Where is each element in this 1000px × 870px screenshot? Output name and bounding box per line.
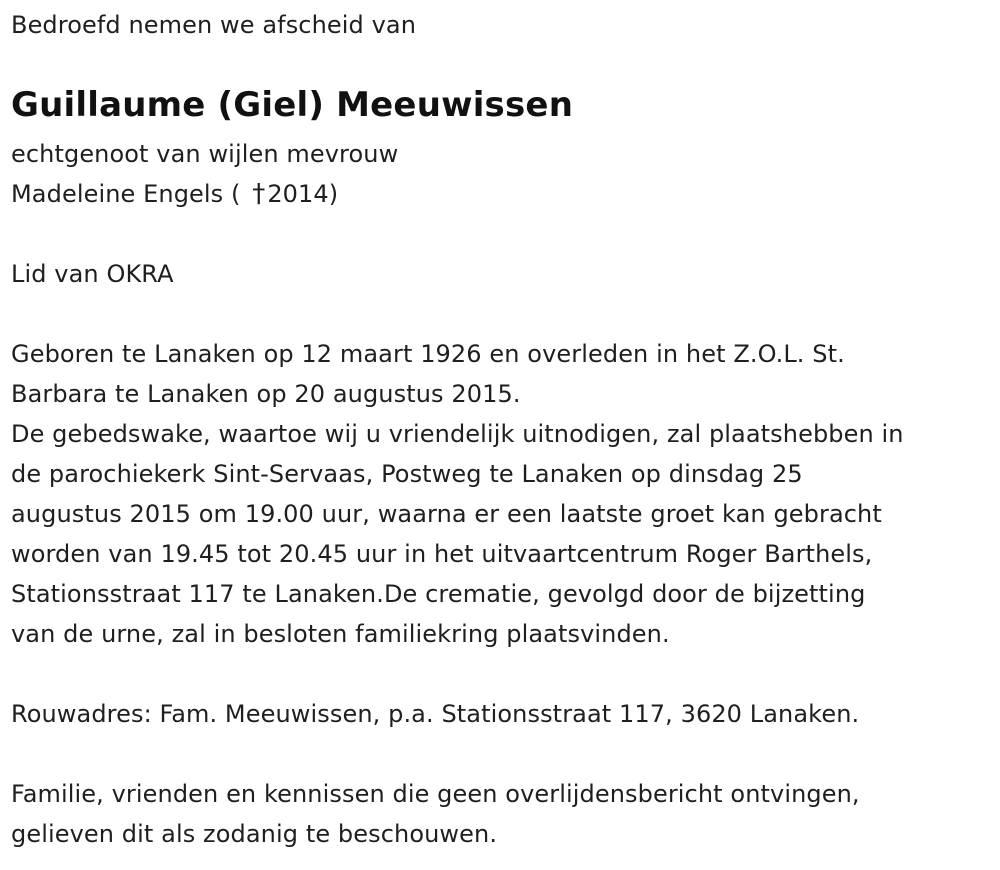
deceased-name: Guillaume (Giel) Meeuwissen	[11, 85, 574, 125]
spouse-line-1: echtgenoot van wijlen mevrouw	[11, 140, 399, 168]
body-line: worden van 19.45 tot 20.45 uur in het uitvaartcentrum Roger Barthels,	[11, 540, 873, 568]
body-paragraph	[11, 334, 904, 654]
body-line: Stationsstraat 117 te Lanaken.De crematie, gevolgd door de bijzetting	[11, 580, 866, 608]
spouse-death-year: 2014)	[267, 180, 339, 208]
body-line: Barbara te Lanaken op 20 augustus 2015.	[11, 380, 521, 408]
closing-line: gelieven dit als zodanig te beschouwen.	[11, 820, 498, 848]
mourning-address-block	[11, 694, 859, 734]
mourning-address: Rouwadres: Fam. Meeuwissen, p.a. Stationsstraat 117, 3620 Lanaken.	[11, 700, 860, 728]
body-line: Geboren te Lanaken op 12 maart 1926 en overleden in het Z.O.L. St.	[11, 340, 845, 368]
membership-text: Lid van OKRA	[11, 260, 174, 288]
closing-block	[11, 774, 860, 854]
body-line: van de urne, zal in besloten familiekring plaatsvinden.	[11, 620, 670, 648]
intro-text: Bedroefd nemen we afscheid van	[11, 11, 417, 39]
closing-line: Familie, vrienden en kennissen die geen overlijdensbericht ontvingen,	[11, 780, 860, 808]
body-line: De gebedswake, waartoe wij u vriendelijk uitnodigen, zal plaatshebben in	[11, 420, 904, 448]
latin-cross-icon: †	[252, 179, 266, 209]
body-line: augustus 2015 om 19.00 uur, waarna er een laatste groet kan gebracht	[11, 500, 882, 528]
spouse-name: Madeleine Engels (	[11, 180, 249, 208]
body-line: de parochiekerk Sint-Servaas, Postweg te Lanaken op dinsdag 25	[11, 460, 803, 488]
spouse-block	[11, 134, 398, 214]
spouse-line-2	[11, 174, 398, 214]
membership-block	[11, 254, 174, 294]
